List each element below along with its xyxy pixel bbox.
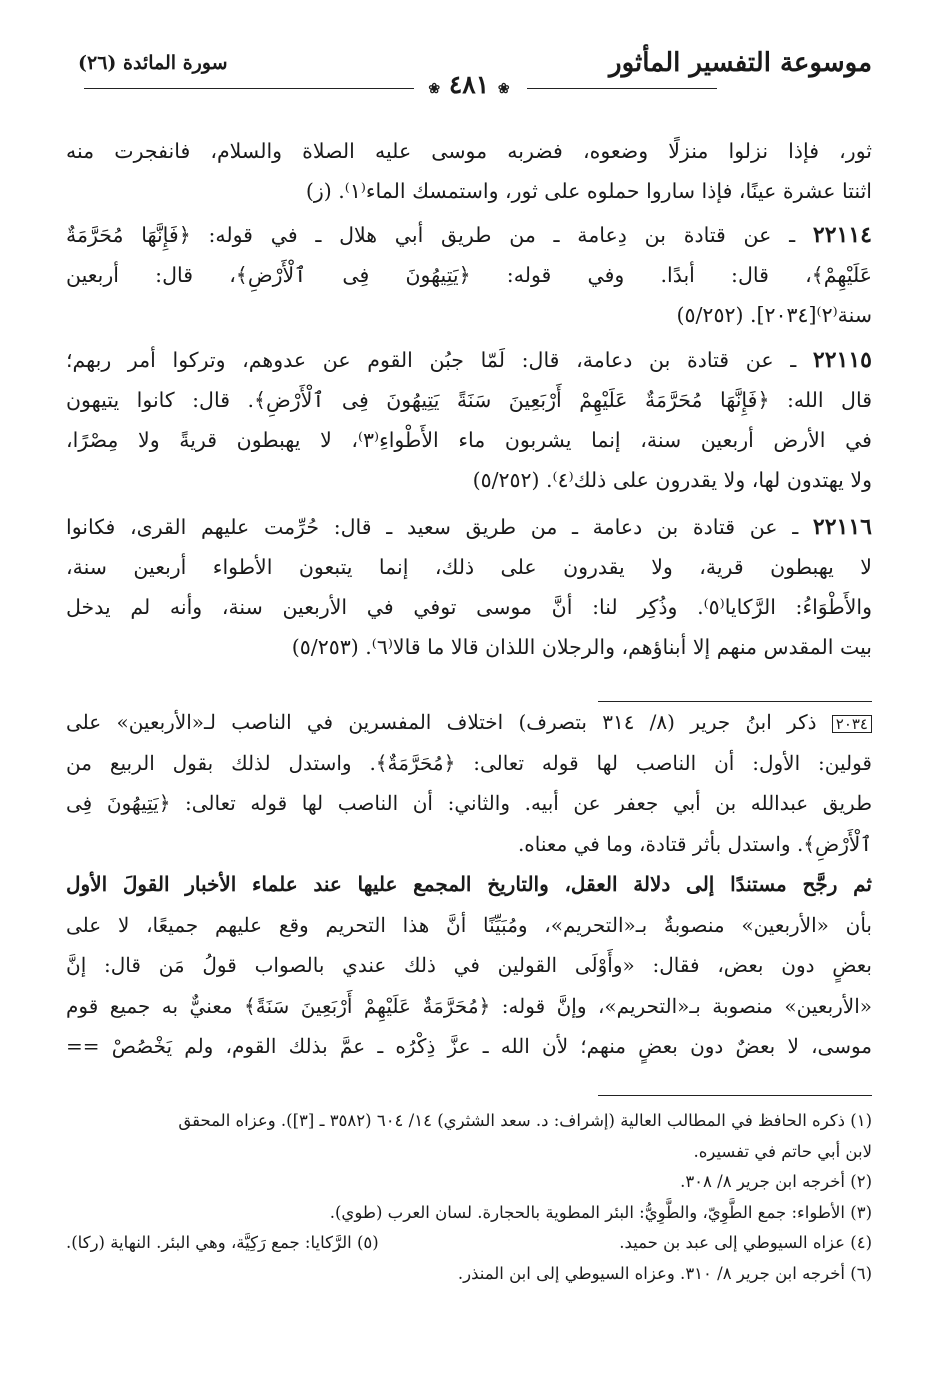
text-line: قال الله: ﴿فَإِنَّهَا مُحَرَّمَةٌ عَلَيْهِمْ أَرْبَعِينَ سَنَةً يَتِيهُونَ فِى ٱلْأَرْضِ﴾. قال: كانوا يتيهون bbox=[66, 388, 872, 412]
text-line: ـ عن قتادة بن دِعامة ـ من طريق أبي هلال ـ في قوله: ﴿فَإِنَّهَا مُحَرَّمَةٌ bbox=[66, 223, 796, 247]
text-line: ثم رجَّح مستندًا إلى دلالة العقل، والتاريخ المجمع عليها عند علماء الأخبار القولَ الأول bbox=[66, 872, 872, 896]
text-line: عَلَيْهِمْ﴾، قال: أبدًا. وفي قوله: ﴿يَتِيهُونَ فِى ٱلْأَرْضِ﴾، قال: أربعين bbox=[66, 263, 872, 287]
text-line: «الأربعين» منصوبة بـ«التحريم»، وإنَّ قوله: ﴿مُحَرَّمَةٌ عَلَيْهِمْ أَرْبَعِينَ سَنَةً﴾ معنيٌّ به جميع قوم bbox=[66, 993, 872, 1018]
ornament-icon: ❀ bbox=[428, 81, 441, 97]
page-number bbox=[0, 71, 938, 103]
text-line: موسى، لا بعضٌ دون بعضٍ منهم؛ لأن الله ـ عزَّ ذِكْرُه ـ عمَّ بذلك القوم، ولم يَخْصُصْ == bbox=[66, 1034, 872, 1058]
text-line: في الأرض أربعين سنة، إنما يشربون ماء الأَطْواءِ⁽٣⁾، لا يهبطون قريةً ولا مِصْرًا، bbox=[66, 428, 872, 452]
text-line: ذكر ابنُ جرير (٨/ ٣١٤ بتصرف) اختلاف المفسرين في الناصب لـ«الأربعين» على bbox=[66, 710, 817, 734]
text-line: ٱلْأَرْضِ﴾. واستدل بأثر قتادة، وما في معناه. bbox=[517, 831, 872, 856]
footnote-2: (٢) أخرجه ابن جرير ٨/ ٣٠٨. bbox=[680, 1172, 872, 1191]
footnote-row-4-5 bbox=[66, 1228, 872, 1259]
text-line: قولين: الأول: أن الناصب لها قوله تعالى: ﴿مُحَرَّمَةٌ﴾. واستدل لذلك بقول الربيع من bbox=[66, 750, 872, 775]
page-number-text: ٤٨١ bbox=[448, 70, 490, 99]
entry-number: ٢٢١١٦ bbox=[812, 514, 872, 540]
footnote-6: (٦) أخرجه ابن جرير ٨/ ٣١٠. وعزاه السيوطي إلى ابن المنذر. bbox=[457, 1263, 872, 1283]
entry-22116 bbox=[66, 507, 872, 667]
footnote-separator bbox=[598, 1095, 872, 1096]
text-line: والأَطْوَاءُ: الرَّكايا⁽٥⁾. وذُكِر لنا: أنَّ موسى توفي في الأربعين سنة، وأنه لم يدخل bbox=[66, 595, 872, 619]
footnote-4: (٤) عزاه السيوطي إلى عبد بن حميد. bbox=[619, 1233, 872, 1252]
footnote-1: (١) ذكره الحافظ في المطالب العالية (إشراف: د. سعد الشثري) ١٤/ ٦٠٤ (٣٥٨٢ ـ [٣]). وعزاه المحقق bbox=[178, 1111, 872, 1130]
footnotes bbox=[66, 1106, 872, 1289]
entry-22115 bbox=[66, 340, 872, 500]
text-line: ثور، فإذا نزلوا منزلًا وضعوه، فضربه موسى عليه الصلاة والسلام، فانفجرت منه bbox=[66, 139, 872, 163]
entry-22114 bbox=[66, 215, 872, 335]
text-line: بأن «الأربعين» منصوبةٌ بـ«التحريم»، ومُبَيِّنًا أنَّ هذا التحريم وقع عليهم جميعًا، لا على bbox=[66, 912, 872, 937]
text-line: سنة⁽٢⁾[٢٠٣٤]. (٥/٢٥٢) bbox=[676, 303, 872, 327]
commentary bbox=[66, 702, 872, 1067]
text-line: ولا يهتدون لها، ولا يقدرون على ذلك⁽٤⁾. (٥/٢٥٢) bbox=[472, 468, 872, 492]
footnote-5: (٥) الرَّكايا: جمع رَكِيَّة، وهي البئر. النهاية (ركا). bbox=[66, 1233, 379, 1252]
entry-number: ٢٢١١٥ bbox=[812, 347, 872, 373]
text-line: لا يهبطون قرية، ولا يقدرون على ذلك، إنما يتبعون الأطواء أربعين سنة، bbox=[66, 555, 872, 579]
entry-continuation bbox=[66, 131, 872, 211]
commentary-ref-box: ٢٠٣٤ bbox=[832, 715, 872, 733]
text-line: ـ عن قتادة بن دعامة، قال: لَمّا جبُن القوم عن عدوهم، وتركوا أمر ربهم؛ bbox=[66, 348, 797, 372]
text-line: بعضٍ دون بعض، فقال: «وأَوْلَى القولين في ذلك عندي بالصواب قولُ مَن قال: إنَّ bbox=[66, 953, 872, 977]
footnote-3: (٣) الأطواء: جمع الطَّوِيّ، والطَّوِيُّ: البئر المطوية بالحجارة. لسان العرب (طوي). bbox=[329, 1202, 872, 1222]
ornament-icon: ❀ bbox=[497, 81, 510, 97]
text-line: ـ عن قتادة بن دعامة ـ من طريق سعيد ـ قال: حُرِّمت عليهم القرى، فكانوا bbox=[66, 515, 799, 539]
book-title: موسوعة التفسير المأثور bbox=[609, 48, 872, 78]
header-rule-left bbox=[84, 88, 414, 89]
surah-name: سورة المائدة (٢٦) bbox=[78, 52, 228, 74]
entry-number: ٢٢١١٤ bbox=[812, 222, 872, 248]
text-line: طريق عبدالله بن أبي جعفر عن أبيه. والثاني: أن الناصب لها قوله تعالى: ﴿يَتِيهُونَ فِى bbox=[66, 791, 872, 815]
text-line: بيت المقدس منهم إلا أبناؤهم، والرجلان اللذان قالا ما قالا⁽٦⁾. (٥/٢٥٣) bbox=[291, 635, 872, 659]
text-line: اثنتا عشرة عينًا، فإذا ساروا حملوه على ثور، واستمسك الماء⁽١⁾. (ز) bbox=[305, 179, 872, 203]
footnote-1-cont: لابن أبي حاتم في تفسيره. bbox=[693, 1141, 872, 1161]
